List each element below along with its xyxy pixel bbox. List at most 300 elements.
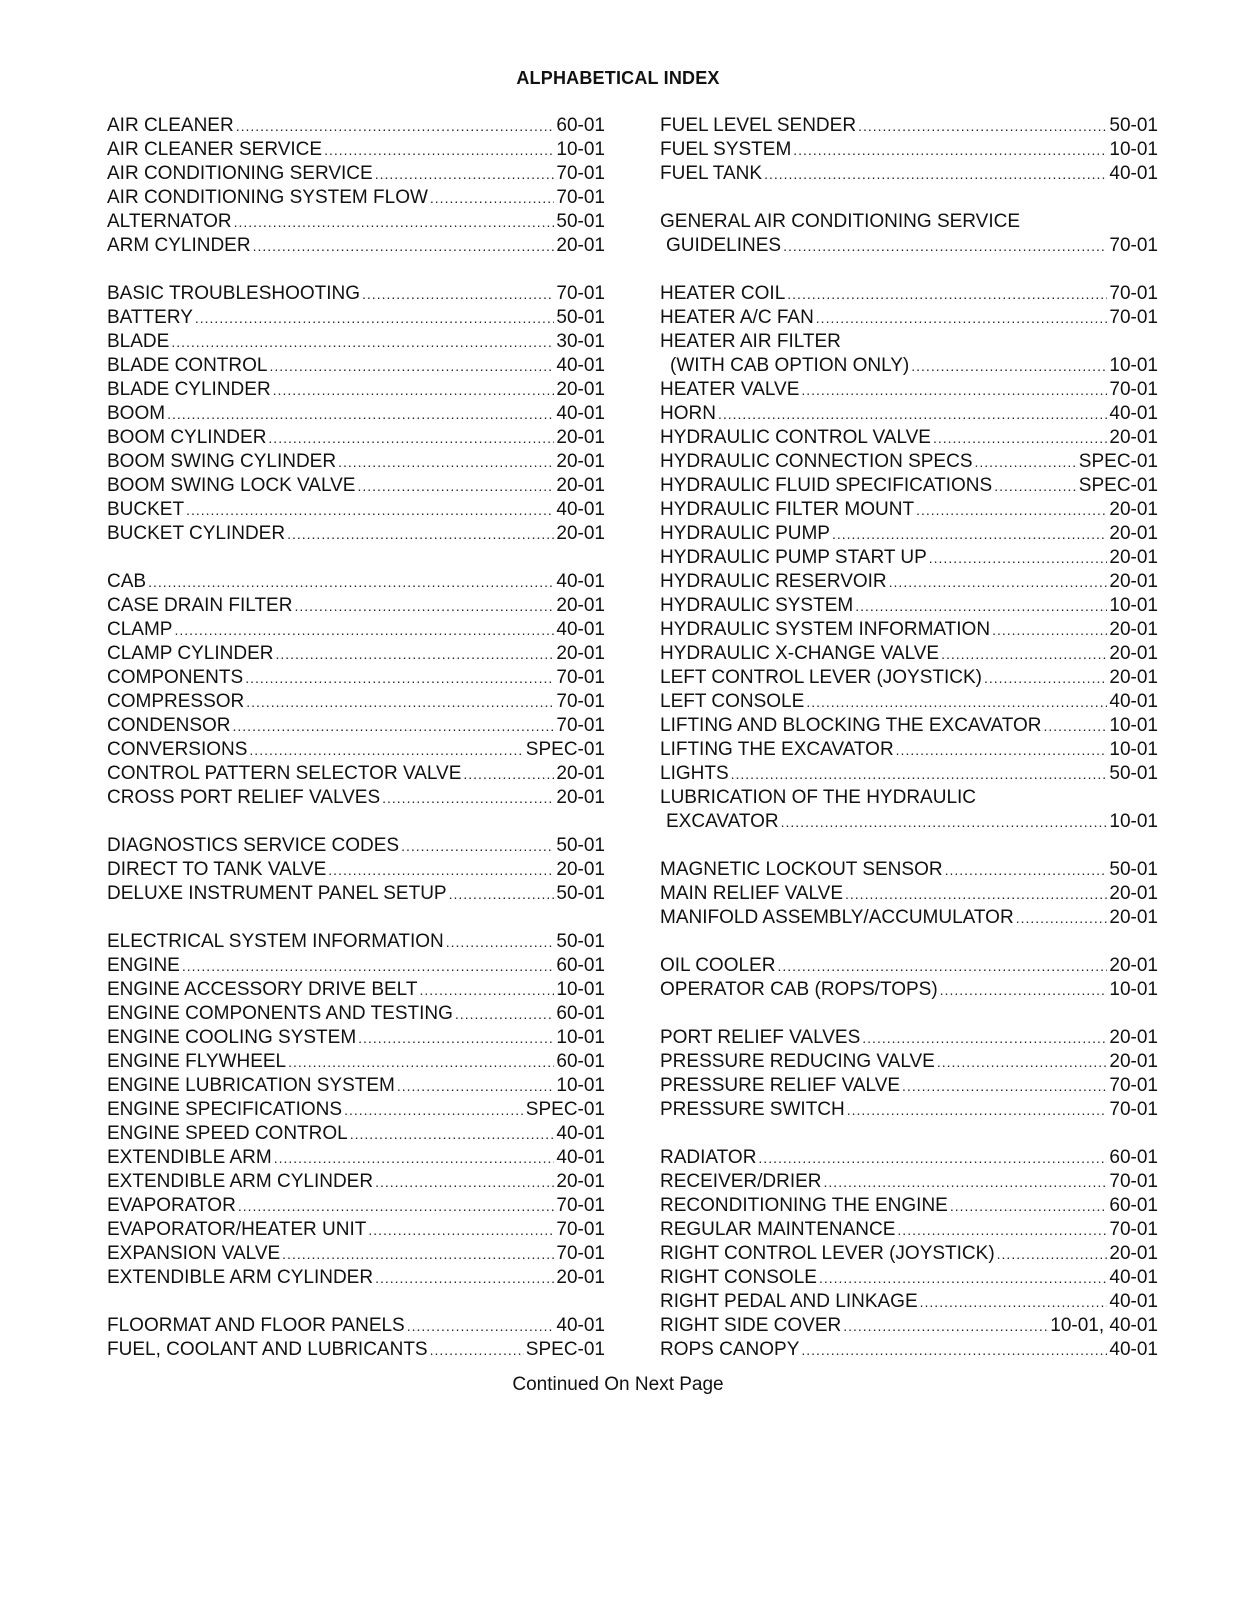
entry-label: REGULAR MAINTENANCE	[660, 1219, 896, 1240]
entry-label: EXTENDIBLE ARM CYLINDER	[107, 1267, 374, 1288]
index-entry	[107, 138, 605, 162]
entry-label: ARM CYLINDER	[107, 235, 251, 256]
dot-leader	[245, 666, 554, 690]
dot-leader	[463, 762, 554, 786]
index-entry	[107, 714, 605, 738]
dot-leader	[911, 354, 1107, 378]
entry-page: 70-01	[1109, 235, 1158, 256]
entry-page: 40-01	[556, 355, 605, 376]
entry-page: 20-01	[1109, 547, 1158, 568]
entry-page: 20-01	[1109, 619, 1158, 640]
index-entry	[107, 114, 605, 138]
dot-leader	[975, 450, 1077, 474]
entry-page: 70-01	[556, 1219, 605, 1240]
entry-label: BOOM	[107, 403, 166, 424]
entry-label: AIR CONDITIONING SYSTEM FLOW	[107, 187, 428, 208]
page-title: ALPHABETICAL INDEX	[516, 68, 720, 88]
dot-leader	[375, 1266, 554, 1290]
entry-label: CROSS PORT RELIEF VALVES	[107, 787, 381, 808]
entry-label: PRESSURE SWITCH	[660, 1099, 845, 1120]
entry-page: 10-01	[1109, 355, 1158, 376]
entry-page: 20-01	[1109, 667, 1158, 688]
entry-page: 40-01	[556, 1147, 605, 1168]
dot-leader	[858, 114, 1107, 138]
index-entry	[660, 1146, 1158, 1170]
entry-label: PORT RELIEF VALVES	[660, 1027, 861, 1048]
entry-label: HYDRAULIC SYSTEM	[660, 595, 854, 616]
entry-label: LEFT CONSOLE	[660, 691, 805, 712]
dot-leader	[819, 1266, 1107, 1290]
blank-row	[660, 930, 1158, 954]
entry-label: RIGHT PEDAL AND LINKAGE	[660, 1291, 918, 1312]
dot-leader	[375, 1170, 554, 1194]
entry-page: 10-01	[1109, 811, 1158, 832]
entry-page: SPEC-01	[525, 1339, 605, 1360]
entry-page: 20-01	[556, 235, 605, 256]
entry-page: 40-01	[556, 499, 605, 520]
index-entry	[660, 138, 1158, 162]
dot-leader	[338, 450, 554, 474]
index-entry	[107, 738, 605, 762]
entry-label: HYDRAULIC X-CHANGE VALVE	[660, 643, 940, 664]
dot-leader	[357, 474, 554, 498]
dot-leader	[897, 1218, 1107, 1242]
entry-label: ENGINE	[107, 955, 180, 976]
entry-page: 20-01	[1109, 883, 1158, 904]
entry-label: RIGHT SIDE COVER	[660, 1315, 842, 1336]
entry-page: 20-01	[556, 427, 605, 448]
entry-label: HYDRAULIC RESERVOIR	[660, 571, 887, 592]
entry-label: CLAMP CYLINDER	[107, 643, 274, 664]
entry-label: LEFT CONTROL LEVER (JOYSTICK)	[660, 667, 982, 688]
entry-label: HYDRAULIC FILTER MOUNT	[660, 499, 915, 520]
index-entry	[660, 1266, 1158, 1290]
index-entry	[107, 1242, 605, 1266]
index-entry	[107, 1002, 605, 1026]
blank-row	[107, 1290, 605, 1314]
index-entry	[107, 162, 605, 186]
index-entry	[107, 570, 605, 594]
index-entry	[660, 162, 1158, 186]
entry-page: 10-01	[1109, 595, 1158, 616]
entry-label: ROPS CANOPY	[660, 1339, 800, 1360]
dot-leader	[233, 714, 555, 738]
dot-leader	[430, 186, 554, 210]
index-entry	[107, 402, 605, 426]
dot-leader	[902, 1074, 1107, 1098]
entry-label: HORN	[660, 403, 716, 424]
dot-leader	[843, 1314, 1048, 1338]
index-entry	[660, 810, 1158, 834]
entry-label: ENGINE SPEED CONTROL	[107, 1123, 348, 1144]
dot-leader	[994, 474, 1077, 498]
entry-label: EXTENDIBLE ARM CYLINDER	[107, 1171, 374, 1192]
index-entry	[107, 858, 605, 882]
index-entry	[660, 378, 1158, 402]
entry-page: 60-01	[556, 1003, 605, 1024]
entry-label: MAGNETIC LOCKOUT SENSOR	[660, 859, 943, 880]
index-entry	[660, 1218, 1158, 1242]
dot-leader	[288, 1050, 554, 1074]
index-entry	[660, 114, 1158, 138]
entry-label: CONTROL PATTERN SELECTOR VALVE	[107, 763, 462, 784]
entry-page: 10-01	[556, 1027, 605, 1048]
entry-label: PRESSURE RELIEF VALVE	[660, 1075, 901, 1096]
entry-label: RADIATOR	[660, 1147, 757, 1168]
entry-page: 20-01	[556, 475, 605, 496]
dot-leader	[984, 666, 1107, 690]
index-entry	[660, 690, 1158, 714]
entry-page: 70-01	[1109, 1075, 1158, 1096]
blank-row	[107, 810, 605, 834]
entry-page: 20-01	[1109, 499, 1158, 520]
index-entry	[660, 642, 1158, 666]
index-entry	[107, 1314, 605, 1338]
index-entry	[660, 426, 1158, 450]
entry-page: 20-01	[556, 523, 605, 544]
index-entry	[107, 882, 605, 906]
index-entry	[660, 978, 1158, 1002]
entry-page: 10-01	[556, 1075, 605, 1096]
dot-leader	[287, 522, 554, 546]
dot-leader	[294, 594, 554, 618]
dot-leader	[787, 282, 1107, 306]
dot-leader	[862, 1026, 1107, 1050]
entry-page: 70-01	[1109, 379, 1158, 400]
dot-leader	[845, 882, 1107, 906]
index-entry	[107, 1266, 605, 1290]
entry-label: FUEL SYSTEM	[660, 139, 792, 160]
dot-leader	[186, 498, 554, 522]
dot-leader	[847, 1098, 1108, 1122]
dot-leader	[1043, 714, 1107, 738]
index-entry	[107, 1194, 605, 1218]
entry-label: (WITH CAB OPTION ONLY)	[670, 355, 910, 376]
dot-leader	[174, 618, 554, 642]
entry-page: 20-01	[1109, 1051, 1158, 1072]
entry-page: 60-01	[1109, 1147, 1158, 1168]
dot-leader	[806, 690, 1107, 714]
blank-row	[660, 258, 1158, 282]
dot-leader	[268, 426, 554, 450]
entry-page: 40-01	[1109, 1267, 1158, 1288]
index-entry	[660, 738, 1158, 762]
index-entry	[660, 1074, 1158, 1098]
entry-page: 10-01	[556, 139, 605, 160]
index-entry	[107, 690, 605, 714]
entry-label: ENGINE ACCESSORY DRIVE BELT	[107, 979, 418, 1000]
entry-label: HEATER A/C FAN	[660, 307, 814, 328]
dot-leader	[801, 378, 1107, 402]
entry-label: AIR CLEANER SERVICE	[107, 139, 323, 160]
index-entry	[107, 642, 605, 666]
index-entry	[107, 450, 605, 474]
index-entry	[660, 954, 1158, 978]
index-entry	[660, 762, 1158, 786]
entry-page: 70-01	[1109, 283, 1158, 304]
entry-page: 70-01	[556, 715, 605, 736]
entry-label: OPERATOR CAB (ROPS/TOPS)	[660, 979, 938, 1000]
dot-leader	[781, 810, 1108, 834]
index-entry	[107, 666, 605, 690]
entry-label: GUIDELINES	[666, 235, 782, 256]
entry-label: ENGINE FLYWHEEL	[107, 1051, 287, 1072]
entry-page: 20-01	[556, 787, 605, 808]
index-entry	[660, 1098, 1158, 1122]
entry-label: EXTENDIBLE ARM	[107, 1147, 272, 1168]
index-entry	[660, 1194, 1158, 1218]
entry-label: HEATER VALVE	[660, 379, 800, 400]
index-entry	[107, 762, 605, 786]
dot-leader	[758, 1146, 1107, 1170]
entry-label: BOOM SWING CYLINDER	[107, 451, 337, 472]
entry-page: 10-01	[556, 979, 605, 1000]
entry-page: 70-01	[1109, 1099, 1158, 1120]
index-entry	[107, 186, 605, 210]
index-entry	[107, 1098, 605, 1122]
entry-label: BLADE CONTROL	[107, 355, 268, 376]
entry-label: BASIC TROUBLESHOOTING	[107, 283, 361, 304]
dot-leader	[236, 114, 555, 138]
dot-leader	[446, 930, 555, 954]
dot-leader	[382, 786, 554, 810]
entry-page: 30-01	[556, 331, 605, 352]
entry-label: LIFTING THE EXCAVATOR	[660, 739, 894, 760]
dot-leader	[940, 978, 1108, 1002]
entry-page: 50-01	[556, 883, 605, 904]
dot-leader	[275, 642, 554, 666]
index-entry	[660, 498, 1158, 522]
entry-label: AIR CONDITIONING SERVICE	[107, 163, 373, 184]
entry-label: BATTERY	[107, 307, 193, 328]
entry-page: 10-01	[1109, 739, 1158, 760]
index-entry	[660, 234, 1158, 258]
entry-page: 70-01	[1109, 1171, 1158, 1192]
index-entry	[107, 1218, 605, 1242]
dot-leader	[933, 426, 1107, 450]
entry-label: COMPRESSOR	[107, 691, 245, 712]
index-entry	[107, 978, 605, 1002]
entry-page: 70-01	[556, 283, 605, 304]
entry-page: 70-01	[556, 163, 605, 184]
index-entry	[660, 786, 1158, 810]
entry-page: 20-01	[1109, 427, 1158, 448]
index-entry	[107, 1074, 605, 1098]
entry-page: SPEC-01	[525, 739, 605, 760]
entry-label: CONDENSOR	[107, 715, 231, 736]
entry-page: 70-01	[556, 667, 605, 688]
entry-page: 10-01	[1109, 979, 1158, 1000]
blank-row	[107, 258, 605, 282]
entry-page: 40-01	[1109, 1339, 1158, 1360]
dot-leader	[238, 1194, 555, 1218]
entry-label: ENGINE LUBRICATION SYSTEM	[107, 1075, 395, 1096]
blank-row	[107, 906, 605, 930]
dot-leader	[253, 234, 555, 258]
index-entry	[660, 402, 1158, 426]
entry-label: HYDRAULIC CONTROL VALVE	[660, 427, 931, 448]
entry-label: COMPONENTS	[107, 667, 244, 688]
dot-leader	[430, 1338, 524, 1362]
entry-label: PRESSURE REDUCING VALVE	[660, 1051, 935, 1072]
index-entry	[107, 522, 605, 546]
index-entry	[660, 1170, 1158, 1194]
dot-leader	[182, 954, 555, 978]
dot-leader	[419, 978, 554, 1002]
dot-leader	[249, 738, 523, 762]
entry-label: MAIN RELIEF VALVE	[660, 883, 844, 904]
dot-leader	[362, 282, 554, 306]
index-entry	[107, 1338, 605, 1362]
dot-leader	[731, 762, 1108, 786]
blank-row	[107, 546, 605, 570]
entry-page: 50-01	[1109, 115, 1158, 136]
dot-leader	[783, 234, 1107, 258]
index-entry	[107, 378, 605, 402]
index-entry	[660, 1242, 1158, 1266]
entry-page: 20-01	[556, 595, 605, 616]
dot-leader	[449, 882, 555, 906]
index-entry	[107, 282, 605, 306]
index-entry	[107, 210, 605, 234]
entry-page: 20-01	[556, 1267, 605, 1288]
dot-leader	[148, 570, 554, 594]
entry-page: 50-01	[556, 835, 605, 856]
entry-page: 20-01	[556, 451, 605, 472]
entry-label: HYDRAULIC CONNECTION SPECS	[660, 451, 973, 472]
entry-page: SPEC-01	[1078, 451, 1158, 472]
entry-page: 70-01	[556, 1195, 605, 1216]
index-entry	[660, 546, 1158, 570]
entry-label: BUCKET CYLINDER	[107, 523, 286, 544]
dot-leader	[816, 306, 1108, 330]
entry-page: 50-01	[1109, 763, 1158, 784]
index-entry	[107, 498, 605, 522]
dot-leader	[234, 210, 555, 234]
entry-page: 50-01	[556, 307, 605, 328]
entry-label: HEATER COIL	[660, 283, 786, 304]
entry-label: BUCKET	[107, 499, 185, 520]
entry-page: 20-01	[556, 379, 605, 400]
entry-page: 20-01	[1109, 523, 1158, 544]
dot-leader	[855, 594, 1107, 618]
dot-leader	[455, 1002, 554, 1026]
dot-leader	[195, 306, 555, 330]
dot-leader	[350, 1122, 555, 1146]
entry-label: ENGINE COOLING SYSTEM	[107, 1027, 357, 1048]
entry-page: 40-01	[1109, 163, 1158, 184]
dot-leader	[777, 954, 1107, 978]
index-entry	[107, 594, 605, 618]
index-entry	[107, 426, 605, 450]
entry-page: 20-01	[556, 859, 605, 880]
entry-label: CONVERSIONS	[107, 739, 248, 760]
index-column-left	[107, 114, 605, 1362]
dot-leader	[929, 546, 1108, 570]
dot-leader	[246, 690, 554, 714]
entry-page: 20-01	[1109, 643, 1158, 664]
index-entry	[107, 786, 605, 810]
index-entry	[660, 474, 1158, 498]
entry-label: ALTERNATOR	[107, 211, 232, 232]
dot-leader	[916, 498, 1107, 522]
entry-label: HEATER AIR FILTER	[660, 331, 841, 352]
index-entry	[107, 1122, 605, 1146]
dot-leader	[171, 330, 554, 354]
dot-leader	[324, 138, 554, 162]
entry-label: BLADE CYLINDER	[107, 379, 271, 400]
index-entry	[660, 306, 1158, 330]
index-entry	[660, 882, 1158, 906]
dot-leader	[358, 1026, 554, 1050]
index-entry	[107, 1026, 605, 1050]
entry-page: 70-01	[556, 691, 605, 712]
blank-row	[660, 1002, 1158, 1026]
dot-leader	[269, 354, 554, 378]
dot-leader	[401, 834, 554, 858]
dot-leader	[945, 858, 1108, 882]
entry-page: 60-01	[556, 955, 605, 976]
blank-row	[660, 834, 1158, 858]
dot-leader	[407, 1314, 555, 1338]
index-entry	[107, 834, 605, 858]
entry-page: 50-01	[556, 931, 605, 952]
entry-label: EVAPORATOR	[107, 1195, 236, 1216]
entry-label: AIR CLEANER	[107, 115, 234, 136]
index-column-right	[660, 114, 1158, 1362]
entry-page: 50-01	[556, 211, 605, 232]
entry-page: 60-01	[1109, 1195, 1158, 1216]
entry-label: EVAPORATOR/HEATER UNIT	[107, 1219, 367, 1240]
index-entry	[107, 1146, 605, 1170]
entry-page: 20-01	[1109, 907, 1158, 928]
dot-leader	[368, 1218, 554, 1242]
index-entry	[660, 906, 1158, 930]
entry-label: ENGINE SPECIFICATIONS	[107, 1099, 343, 1120]
entry-page: 40-01	[1109, 403, 1158, 424]
index-entry	[107, 234, 605, 258]
entry-label: CAB	[107, 571, 147, 592]
dot-leader	[801, 1338, 1107, 1362]
index-entry	[660, 714, 1158, 738]
dot-leader	[282, 1242, 554, 1266]
index-entry	[660, 330, 1158, 354]
dot-leader	[997, 1242, 1108, 1266]
entry-label: CASE DRAIN FILTER	[107, 595, 293, 616]
index-entry	[660, 1338, 1158, 1362]
entry-label: HYDRAULIC PUMP	[660, 523, 830, 544]
continued-note: Continued On Next Page	[512, 1374, 724, 1395]
entry-label: HYDRAULIC FLUID SPECIFICATIONS	[660, 475, 993, 496]
entry-page: 70-01	[1109, 1219, 1158, 1240]
dot-leader	[896, 738, 1108, 762]
entry-label: LIGHTS	[660, 763, 729, 784]
entry-label: ELECTRICAL SYSTEM INFORMATION	[107, 931, 444, 952]
entry-page: 20-01	[556, 1171, 605, 1192]
index-entry	[660, 210, 1158, 234]
dot-leader	[889, 570, 1108, 594]
entry-label: GENERAL AIR CONDITIONING SERVICE	[660, 211, 1021, 232]
entry-label: BOOM SWING LOCK VALVE	[107, 475, 356, 496]
dot-leader	[718, 402, 1107, 426]
entry-label: HYDRAULIC SYSTEM INFORMATION	[660, 619, 991, 640]
dot-leader	[793, 138, 1107, 162]
entry-label: CLAMP	[107, 619, 173, 640]
blank-row	[660, 186, 1158, 210]
entry-label: RIGHT CONTROL LEVER (JOYSTICK)	[660, 1243, 995, 1264]
entry-label: DIRECT TO TANK VALVE	[107, 859, 327, 880]
index-entry	[660, 354, 1158, 378]
